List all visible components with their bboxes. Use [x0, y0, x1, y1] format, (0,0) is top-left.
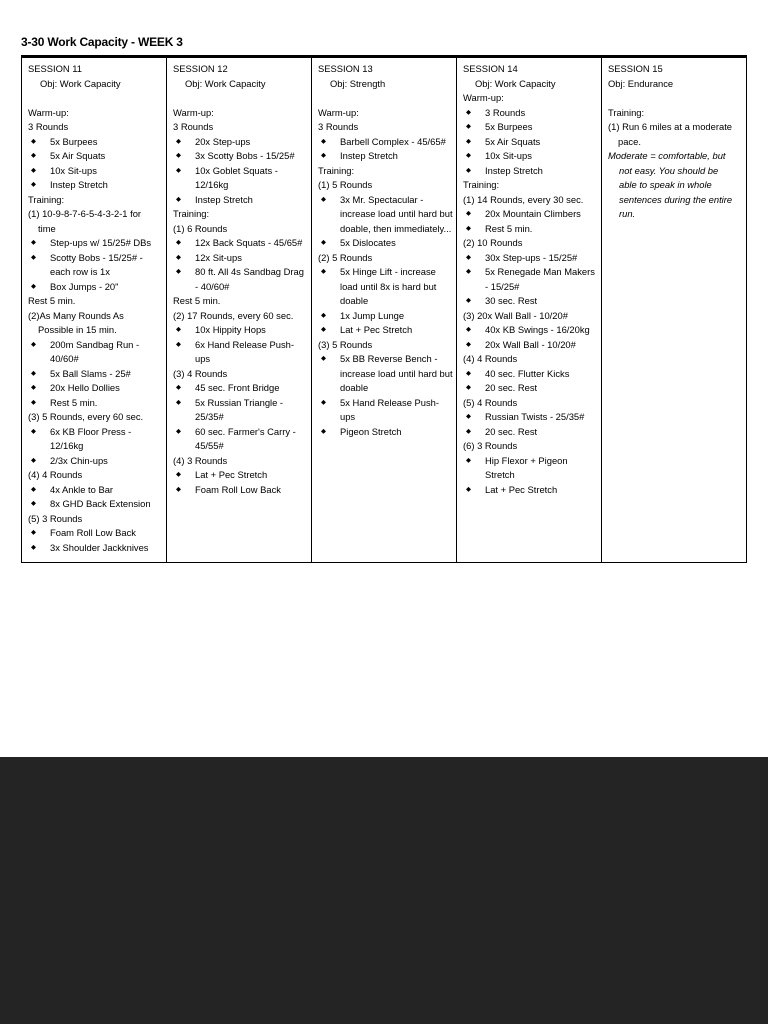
sessions-table — [21, 58, 747, 563]
exercise-item-continued: 25/35# — [195, 411, 224, 422]
exercise-item: ◆ 8x GHD Back Extension — [28, 497, 162, 512]
note-line: able to speak in whole — [619, 179, 712, 190]
session-heading: SESSION 13 — [318, 63, 373, 74]
exercise-item-continued: each row is 1x — [50, 266, 110, 277]
exercise-item: ◆ 6x Hand Release Push- — [173, 338, 307, 353]
exercise-item: ◆ 5x Ball Slams - 25# — [28, 367, 162, 382]
exercise-item: ◆ Lat + Pec Stretch — [463, 483, 597, 498]
exercise-item: ◆ 3x Shoulder Jackknives — [28, 541, 162, 556]
text-line: 3 Rounds — [173, 121, 214, 132]
exercise-item: ◆ Foam Roll Low Back — [173, 483, 307, 498]
exercise-item: ◆ 10x Hippity Hops — [173, 323, 307, 338]
spacer — [173, 91, 307, 106]
exercise-item: ◆ Step-ups w/ 15/25# DBs — [28, 236, 162, 251]
text-line: 3 Rounds — [28, 121, 69, 132]
text-line: (3) 5 Rounds — [318, 338, 373, 350]
text-line: Obj: Endurance — [608, 77, 674, 89]
text-line: (5) 4 Rounds — [463, 396, 518, 408]
exercise-item: ◆ 200m Sandbag Run - — [28, 338, 162, 353]
note-line: Moderate = comfortable, but — [608, 150, 726, 161]
exercise-item-continued: ups — [195, 353, 211, 364]
session-objective: Obj: Work Capacity — [475, 77, 556, 89]
text-line: (5) 3 Rounds — [28, 512, 83, 524]
exercise-item-continued: doable — [340, 295, 369, 306]
exercise-item-continued: doable — [340, 382, 369, 393]
exercise-item: ◆ Scotty Bobs - 15/25# - — [28, 251, 162, 266]
text-line: (1) 10-9-8-7-6-5-4-3-2-1 for — [28, 208, 142, 219]
text-line: 3 Rounds — [318, 121, 359, 132]
exercise-item: ◆ Lat + Pec Stretch — [173, 468, 307, 483]
exercise-item: ◆ 40 sec. Flutter Kicks — [463, 367, 597, 382]
text-line: Training: — [28, 193, 65, 205]
text-line: Training: — [608, 106, 645, 118]
exercise-item-continued: - 15/25# — [485, 280, 520, 292]
exercise-item: ◆ 12x Sit-ups — [173, 251, 307, 266]
exercise-item: ◆ Hip Flexor + Pigeon — [463, 454, 597, 469]
exercise-item: ◆ 5x Burpees — [463, 120, 597, 135]
text-line: (1) 5 Rounds — [318, 179, 373, 190]
exercise-item: ◆ 45 sec. Front Bridge — [173, 381, 307, 396]
session-objective: Obj: Work Capacity — [185, 77, 266, 89]
exercise-item-continued: 45/55# — [195, 440, 224, 451]
text-line: (2) 17 Rounds, every 60 sec. — [173, 309, 294, 321]
exercise-item: ◆ Rest 5 min. — [463, 222, 597, 237]
session-column — [167, 58, 312, 562]
page-title: 3-30 Work Capacity - WEEK 3 — [21, 35, 183, 49]
spacer — [28, 91, 162, 106]
exercise-item-continued: load until 8x is hard but — [340, 280, 437, 292]
text-line: (1) 14 Rounds, every 30 sec. — [463, 193, 584, 205]
exercise-item: ◆ 1x Jump Lunge — [318, 309, 452, 324]
exercise-item: ◆ Instep Stretch — [173, 193, 307, 208]
text-line: (6) 3 Rounds — [463, 440, 518, 451]
exercise-item: ◆ Barbell Complex - 45/65# — [318, 135, 452, 150]
exercise-item-continued: increase load until hard but — [340, 367, 453, 379]
text-line: Training: — [173, 208, 210, 219]
exercise-item: ◆ Russian Twists - 25/35# — [463, 410, 597, 425]
exercise-item: ◆ 6x KB Floor Press - — [28, 425, 162, 440]
text-line: time — [38, 222, 56, 234]
session-heading: SESSION 15 — [608, 63, 663, 74]
exercise-item-continued: 12/16kg — [195, 179, 229, 190]
exercise-item: ◆ 5x BB Reverse Bench - — [318, 352, 452, 367]
exercise-item: ◆ 40x KB Swings - 16/20kg — [463, 323, 597, 338]
exercise-item: ◆ 30 sec. Rest — [463, 294, 597, 309]
exercise-item: ◆ 5x Air Squats — [28, 149, 162, 164]
exercise-item: ◆ 20 sec. Rest — [463, 425, 597, 440]
exercise-item-continued: doable, then immediately... — [340, 222, 452, 234]
exercise-item-continued: increase load until hard but — [340, 208, 453, 219]
text-line: (1) 6 Rounds — [173, 222, 228, 234]
exercise-item: ◆ 2/3x Chin-ups — [28, 454, 162, 469]
exercise-item: ◆ 5x Burpees — [28, 135, 162, 150]
text-line: Warm-up: — [28, 106, 69, 118]
exercise-item: ◆ Rest 5 min. — [28, 396, 162, 411]
exercise-item-continued: 12/16kg — [50, 440, 84, 451]
session-column — [22, 58, 167, 562]
text-line: (4) 4 Rounds — [28, 469, 83, 480]
exercise-item-continued: Stretch — [485, 469, 515, 480]
spacer — [608, 91, 742, 106]
text-line: pace. — [618, 135, 641, 147]
exercise-item: ◆ 20 sec. Rest — [463, 381, 597, 396]
session-heading: SESSION 12 — [173, 63, 228, 74]
spacer — [318, 91, 452, 106]
session-heading: SESSION 11 — [28, 63, 83, 74]
exercise-item: ◆ Instep Stretch — [318, 149, 452, 164]
exercise-item: ◆ 5x Russian Triangle - — [173, 396, 307, 411]
exercise-item: ◆ 10x Sit-ups — [463, 149, 597, 164]
exercise-item: ◆ 10x Goblet Squats - — [173, 164, 307, 179]
session-column — [602, 58, 747, 562]
text-line: Warm-up: — [318, 106, 359, 118]
exercise-item: ◆ Foam Roll Low Back — [28, 526, 162, 541]
exercise-item: ◆ 30x Step-ups - 15/25# — [463, 251, 597, 266]
exercise-item: ◆ 3x Mr. Spectacular - — [318, 193, 452, 208]
text-line: (2) 5 Rounds — [318, 251, 373, 263]
session-column — [457, 58, 602, 562]
exercise-item: ◆ 5x Air Squats — [463, 135, 597, 150]
exercise-item: ◆ 60 sec. Farmer's Carry - — [173, 425, 307, 440]
text-line: Rest 5 min. — [28, 295, 76, 306]
pace-note — [608, 149, 742, 222]
exercise-item: ◆ 12x Back Squats - 45/65# — [173, 236, 307, 251]
text-line: (3) 5 Rounds, every 60 sec. — [28, 411, 144, 422]
exercise-item: ◆ Lat + Pec Stretch — [318, 323, 452, 338]
text-line: (2) 10 Rounds — [463, 237, 523, 248]
exercise-item-continued: ups — [340, 411, 356, 422]
session-column — [312, 58, 457, 562]
exercise-item: ◆ 20x Step-ups — [173, 135, 307, 150]
exercise-item: ◆ Instep Stretch — [28, 178, 162, 193]
text-line: (4) 4 Rounds — [463, 353, 518, 364]
exercise-item: ◆ 20x Wall Ball - 10/20# — [463, 338, 597, 353]
exercise-item: ◆ 5x Hand Release Push- — [318, 396, 452, 411]
exercise-item: ◆ 3 Rounds — [463, 106, 597, 121]
text-line: Training: — [318, 164, 355, 176]
exercise-item: ◆ 80 ft. All 4s Sandbag Drag — [173, 265, 307, 280]
session-objective: Obj: Work Capacity — [40, 77, 121, 89]
exercise-item-continued: 40/60# — [50, 353, 79, 364]
text-line: Possible in 15 min. — [38, 324, 117, 335]
exercise-item: ◆ 4x Ankle to Bar — [28, 483, 162, 498]
text-line: (3) 20x Wall Ball - 10/20# — [463, 309, 568, 321]
exercise-item: ◆ 20x Mountain Climbers — [463, 207, 597, 222]
exercise-item: ◆ 20x Hello Dollies — [28, 381, 162, 396]
viewer-background — [0, 757, 768, 1024]
text-line: (4) 3 Rounds — [173, 454, 228, 466]
text-line: Warm-up: — [463, 92, 504, 103]
note-line: not easy. You should be — [619, 164, 719, 176]
exercise-item: ◆ 10x Sit-ups — [28, 164, 162, 179]
note-line: sentences during the entire — [619, 193, 733, 205]
exercise-item: ◆ 5x Dislocates — [318, 236, 452, 251]
exercise-item: ◆ 5x Renegade Man Makers — [463, 265, 597, 280]
exercise-item: ◆ 3x Scotty Bobs - 15/25# — [173, 149, 307, 164]
session-objective: Obj: Strength — [330, 77, 386, 89]
session-heading: SESSION 14 — [463, 63, 518, 74]
note-line: run. — [619, 208, 636, 219]
text-line: (1) Run 6 miles at a moderate — [608, 121, 733, 132]
text-line: (2)As Many Rounds As — [28, 309, 124, 321]
exercise-item: ◆ Pigeon Stretch — [318, 425, 452, 440]
text-line: Rest 5 min. — [173, 295, 221, 306]
exercise-item-continued: - 40/60# — [195, 280, 230, 292]
exercise-item: ◆ Box Jumps - 20" — [28, 280, 162, 295]
exercise-item: ◆ 5x Hinge Lift - increase — [318, 265, 452, 280]
text-line: (3) 4 Rounds — [173, 367, 228, 379]
text-line: Training: — [463, 179, 500, 190]
exercise-item: ◆ Instep Stretch — [463, 164, 597, 179]
text-line: Warm-up: — [173, 106, 214, 118]
